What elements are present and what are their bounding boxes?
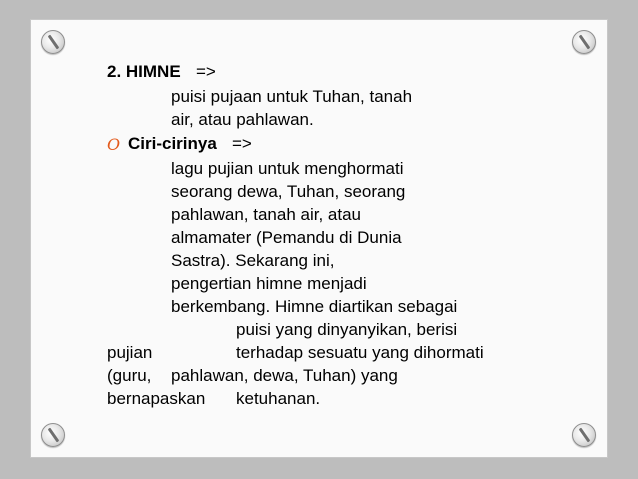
hanging-left: pujian <box>107 343 153 362</box>
ciri-line: Sastra). Sekarang ini, <box>171 251 335 270</box>
hanging-right: ketuhanan. <box>236 389 321 408</box>
ciri-line: almamater (Pemandu di Dunia <box>171 228 402 247</box>
ciri-line: seorang dewa, Tuhan, seorang <box>171 182 406 201</box>
ciri-line: pahlawan, tanah air, atau <box>171 205 361 224</box>
heading-arrow: => <box>196 62 216 81</box>
ciri-line: puisi yang dinyanyikan, berisi <box>236 320 458 339</box>
ciri-line: pengertian himne menjadi <box>171 274 367 293</box>
heading-term: 2. HIMNE <box>107 62 181 81</box>
screw-icon <box>41 30 65 54</box>
definition-line: puisi pujaan untuk Tuhan, tanah <box>171 87 413 106</box>
screw-icon <box>41 423 65 447</box>
bullet-icon: O <box>107 135 121 154</box>
hanging-left: bernapaskan <box>107 389 206 408</box>
ciri-line: lagu pujian untuk menghormati <box>171 159 404 178</box>
screw-icon <box>572 30 596 54</box>
screw-icon <box>572 423 596 447</box>
definition-line: air, atau pahlawan. <box>171 110 314 129</box>
hanging-right: pahlawan, dewa, Tuhan) yang <box>171 366 398 385</box>
bullet-term: Ciri-cirinya <box>128 134 217 153</box>
hanging-right: terhadap sesuatu yang dihormati <box>236 343 484 362</box>
ciri-line: berkembang. Himne diartikan sebagai <box>171 297 458 316</box>
hanging-left: (guru, <box>107 366 152 385</box>
bullet-arrow: => <box>232 134 252 153</box>
